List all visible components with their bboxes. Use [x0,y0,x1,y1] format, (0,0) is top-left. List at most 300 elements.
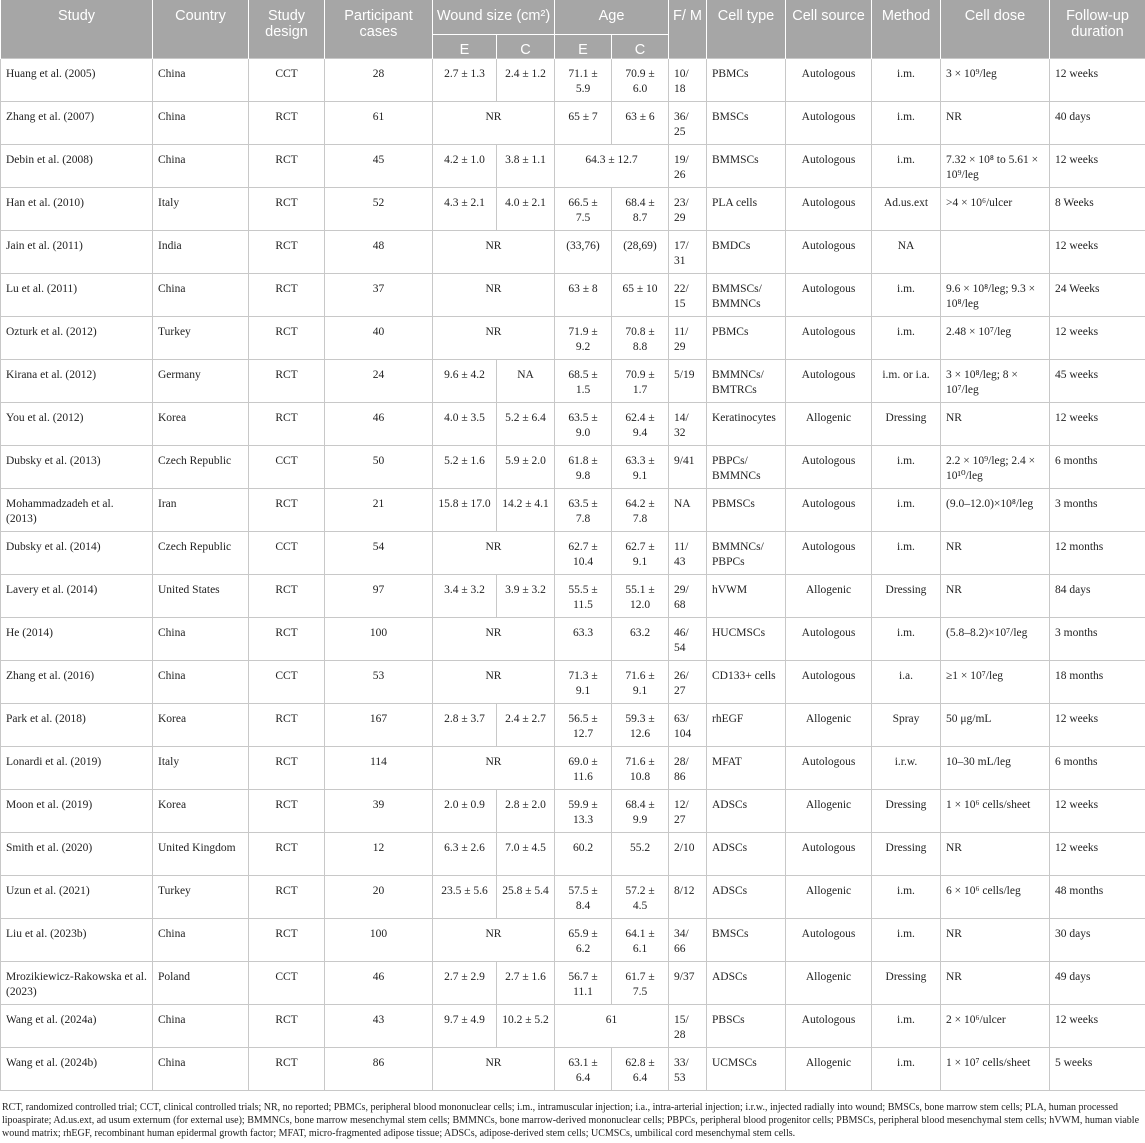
table-row [1,360,1145,403]
study-cell: Lonardi et al. (2019) [1,747,153,790]
cell-dose-cell: NR [941,919,1050,962]
country-cell: Italy [153,747,249,790]
header-country: Country [153,0,249,59]
wound-size-c-cell: 5.9 ± 2.0 [497,446,555,489]
method-cell: Dressing [872,403,941,446]
cases-cell: 28 [325,59,433,102]
age-c-cell: 63.2 [612,618,669,661]
table-row [1,145,1145,188]
fm-cell: 10/ 18 [669,59,707,102]
wound-size-c-cell: 5.2 ± 6.4 [497,403,555,446]
cell-source-cell: Autologous [786,618,872,661]
fm-cell: 11/ 43 [669,532,707,575]
cell-type-cell: PLA cells [707,188,786,231]
wound-size-e-cell: 6.3 ± 2.6 [433,833,497,876]
country-cell: China [153,919,249,962]
follow-up-cell: 5 weeks [1050,1048,1145,1091]
wound-size-cell: NR [433,231,555,274]
country-cell: Czech Republic [153,532,249,575]
study-cell: Smith et al. (2020) [1,833,153,876]
wound-size-cell: NR [433,661,555,704]
cell-type-cell: PBSCs [707,1005,786,1048]
study-cell: Kirana et al. (2012) [1,360,153,403]
method-cell: i.m. [872,532,941,575]
wound-size-e-cell: 15.8 ± 17.0 [433,489,497,532]
wound-size-e-cell: 4.3 ± 2.1 [433,188,497,231]
table-row [1,59,1145,102]
cell-source-cell: Autologous [786,489,872,532]
table-row [1,274,1145,317]
age-c-cell: 64.2 ± 7.8 [612,489,669,532]
age-c-cell: 64.1 ± 6.1 [612,919,669,962]
wound-size-e-cell: 2.0 ± 0.9 [433,790,497,833]
age-c-cell: (28,69) [612,231,669,274]
cell-source-cell: Autologous [786,833,872,876]
cases-cell: 43 [325,1005,433,1048]
age-e-cell: 63 ± 8 [555,274,612,317]
fm-cell: 9/37 [669,962,707,1005]
country-cell: Iran [153,489,249,532]
follow-up-cell: 8 Weeks [1050,188,1145,231]
age-e-cell: 65 ± 7 [555,102,612,145]
wound-size-c-cell: 3.9 ± 3.2 [497,575,555,618]
cell-source-cell: Allogenic [786,575,872,618]
country-cell: Korea [153,790,249,833]
age-e-cell: 63.5 ± 9.0 [555,403,612,446]
cases-cell: 50 [325,446,433,489]
age-c-cell: 70.9 ± 6.0 [612,59,669,102]
country-cell: United States [153,575,249,618]
cell-dose-cell: NR [941,962,1050,1005]
wound-size-c-cell: 2.8 ± 2.0 [497,790,555,833]
cell-dose-cell: (9.0–12.0)×10⁸/leg [941,489,1050,532]
header-study-design: Study design [249,0,325,59]
fm-cell: 29/ 68 [669,575,707,618]
method-cell: Ad.us.ext [872,188,941,231]
cell-source-cell: Autologous [786,59,872,102]
table-footnote: RCT, randomized controlled trial; CCT, clinical controlled trials; NR, no reported; PBMCs, peripheral blood mononuclear cells; i.m., intramuscular injection; i.a., intra-arterial injection; i.r.w., injected radially into wound; BMSCs, bone marrow stem cells; PLA, human processed lipoaspirate; Ad.us.ext, ad usum externum (for external use); BMMNCs, bone marrow mesenchymal stem cells; BMMNCs, bone marrow-derived mononuclear cells; PBPCs, peripheral blood progenitor cells; PBMSCs, peripheral blood mesenchymal stem cells; hVWM, human viable wound matrix; rhEGF, recombinant human epidermal growth factor; MFAT, micro-fragmented adipose tissue; ADSCs, adipose-derived stem cells; UCMSCs, umbilical cord mesenchymal stem cells. [2,1102,1140,1139]
age-e-cell: 68.5 ± 1.5 [555,360,612,403]
cell-dose-cell: (5.8–8.2)×10⁷/leg [941,618,1050,661]
follow-up-cell: 6 months [1050,747,1145,790]
fm-cell: 14/ 32 [669,403,707,446]
fm-cell: NA [669,489,707,532]
age-cell: 64.3 ± 12.7 [555,145,669,188]
follow-up-cell: 12 weeks [1050,833,1145,876]
country-cell: China [153,1048,249,1091]
header-age-e: E [555,35,612,59]
cell-source-cell: Allogenic [786,876,872,919]
cell-source-cell: Autologous [786,532,872,575]
country-cell: Poland [153,962,249,1005]
follow-up-cell: 48 months [1050,876,1145,919]
method-cell: Dressing [872,575,941,618]
age-c-cell: 62.7 ± 9.1 [612,532,669,575]
cases-cell: 39 [325,790,433,833]
cases-cell: 100 [325,919,433,962]
header-age-c: C [612,35,669,59]
study-cell: Dubsky et al. (2014) [1,532,153,575]
cell-dose-cell: 6 × 10⁶ cells/leg [941,876,1050,919]
table-row [1,102,1145,145]
cell-type-cell: BMSCs [707,919,786,962]
follow-up-cell: 3 months [1050,489,1145,532]
cell-source-cell: Allogenic [786,403,872,446]
cell-dose-cell: NR [941,575,1050,618]
follow-up-cell: 18 months [1050,661,1145,704]
follow-up-cell: 12 weeks [1050,145,1145,188]
cell-type-cell: PBMSCs [707,489,786,532]
cell-type-cell: BMMSCs [707,145,786,188]
header-cell-type: Cell type [707,0,786,59]
study-cell: Moon et al. (2019) [1,790,153,833]
table-row [1,618,1145,661]
age-e-cell: 63.3 [555,618,612,661]
cases-cell: 24 [325,360,433,403]
age-c-cell: 63 ± 6 [612,102,669,145]
study-cell: Park et al. (2018) [1,704,153,747]
design-cell: RCT [249,274,325,317]
age-e-cell: 60.2 [555,833,612,876]
age-c-cell: 68.4 ± 8.7 [612,188,669,231]
cell-type-cell: BMMSCs/ BMMNCs [707,274,786,317]
cell-type-cell: Keratinocytes [707,403,786,446]
wound-size-c-cell: 10.2 ± 5.2 [497,1005,555,1048]
wound-size-e-cell: 4.2 ± 1.0 [433,145,497,188]
wound-size-cell: NR [433,102,555,145]
cell-source-cell: Autologous [786,317,872,360]
wound-size-c-cell: 14.2 ± 4.1 [497,489,555,532]
follow-up-cell: 45 weeks [1050,360,1145,403]
follow-up-cell: 12 weeks [1050,59,1145,102]
cases-cell: 86 [325,1048,433,1091]
study-cell: Han et al. (2010) [1,188,153,231]
wound-size-e-cell: 9.6 ± 4.2 [433,360,497,403]
study-cell: Uzun et al. (2021) [1,876,153,919]
wound-size-cell: NR [433,618,555,661]
method-cell: i.m. [872,274,941,317]
table-header [1,0,1145,59]
cell-type-cell: BMDCs [707,231,786,274]
age-c-cell: 62.8 ± 6.4 [612,1048,669,1091]
cell-type-cell: BMMNCs/ BMTRCs [707,360,786,403]
header-participant-cases: Participant cases [325,0,433,59]
fm-cell: 17/ 31 [669,231,707,274]
wound-size-cell: NR [433,919,555,962]
design-cell: RCT [249,1005,325,1048]
method-cell: i.m. [872,876,941,919]
cell-dose-cell: 50 μg/mL [941,704,1050,747]
fm-cell: 12/ 27 [669,790,707,833]
wound-size-c-cell: 2.4 ± 1.2 [497,59,555,102]
method-cell: i.m. or i.a. [872,360,941,403]
design-cell: RCT [249,575,325,618]
wound-size-e-cell: 5.2 ± 1.6 [433,446,497,489]
table-row [1,317,1145,360]
table-body [1,59,1145,1091]
study-cell: Wang et al. (2024a) [1,1005,153,1048]
age-e-cell: 57.5 ± 8.4 [555,876,612,919]
cell-source-cell: Autologous [786,661,872,704]
method-cell: i.m. [872,919,941,962]
design-cell: RCT [249,704,325,747]
age-e-cell: 63.5 ± 7.8 [555,489,612,532]
wound-size-e-cell: 23.5 ± 5.6 [433,876,497,919]
wound-size-e-cell: 2.7 ± 2.9 [433,962,497,1005]
cell-type-cell: UCMSCs [707,1048,786,1091]
age-e-cell: 71.3 ± 9.1 [555,661,612,704]
wound-size-cell: NR [433,1048,555,1091]
cell-dose-cell: NR [941,102,1050,145]
table-row [1,446,1145,489]
country-cell: China [153,661,249,704]
study-cell: Ozturk et al. (2012) [1,317,153,360]
wound-size-c-cell: 4.0 ± 2.1 [497,188,555,231]
age-c-cell: 71.6 ± 9.1 [612,661,669,704]
country-cell: Korea [153,403,249,446]
cell-dose-cell: 9.6 × 10⁸/leg; 9.3 × 10⁸/leg [941,274,1050,317]
table-row [1,575,1145,618]
study-cell: Wang et al. (2024b) [1,1048,153,1091]
age-e-cell: 63.1 ± 6.4 [555,1048,612,1091]
cell-source-cell: Autologous [786,747,872,790]
method-cell: i.m. [872,618,941,661]
method-cell: i.m. [872,489,941,532]
design-cell: RCT [249,145,325,188]
cell-source-cell: Allogenic [786,1048,872,1091]
fm-cell: 2/10 [669,833,707,876]
country-cell: Turkey [153,317,249,360]
method-cell: i.r.w. [872,747,941,790]
fm-cell: 34/ 66 [669,919,707,962]
cases-cell: 61 [325,102,433,145]
wound-size-c-cell: 2.7 ± 1.6 [497,962,555,1005]
table-row [1,1048,1145,1091]
study-cell: Debin et al. (2008) [1,145,153,188]
follow-up-cell: 12 weeks [1050,704,1145,747]
cell-type-cell: ADSCs [707,962,786,1005]
table-row [1,704,1145,747]
age-e-cell: 59.9 ± 13.3 [555,790,612,833]
age-c-cell: 55.1 ± 12.0 [612,575,669,618]
cases-cell: 46 [325,403,433,446]
design-cell: RCT [249,360,325,403]
cell-type-cell: ADSCs [707,876,786,919]
age-e-cell: 71.9 ± 9.2 [555,317,612,360]
cell-dose-cell: 1 × 10⁷ cells/sheet [941,1048,1050,1091]
wound-size-e-cell: 9.7 ± 4.9 [433,1005,497,1048]
follow-up-cell: 6 months [1050,446,1145,489]
study-cell: He (2014) [1,618,153,661]
cases-cell: 37 [325,274,433,317]
wound-size-e-cell: 2.8 ± 3.7 [433,704,497,747]
header-follow-up: Follow-up duration [1050,0,1145,59]
follow-up-cell: 12 weeks [1050,790,1145,833]
cases-cell: 21 [325,489,433,532]
cases-cell: 46 [325,962,433,1005]
design-cell: CCT [249,446,325,489]
cell-source-cell: Allogenic [786,704,872,747]
age-c-cell: 71.6 ± 10.8 [612,747,669,790]
method-cell: i.m. [872,102,941,145]
cases-cell: 12 [325,833,433,876]
design-cell: RCT [249,1048,325,1091]
method-cell: i.m. [872,1048,941,1091]
table-row [1,1005,1145,1048]
fm-cell: 8/12 [669,876,707,919]
design-cell: CCT [249,962,325,1005]
cell-source-cell: Autologous [786,919,872,962]
design-cell: RCT [249,747,325,790]
table-row [1,747,1145,790]
cell-type-cell: hVWM [707,575,786,618]
follow-up-cell: 24 Weeks [1050,274,1145,317]
cell-source-cell: Autologous [786,446,872,489]
design-cell: RCT [249,790,325,833]
fm-cell: 11/ 29 [669,317,707,360]
table-row [1,188,1145,231]
cases-cell: 53 [325,661,433,704]
follow-up-cell: 30 days [1050,919,1145,962]
age-e-cell: 65.9 ± 6.2 [555,919,612,962]
wound-size-cell: NR [433,274,555,317]
cell-dose-cell: 7.32 × 10⁸ to 5.61 × 10⁹/leg [941,145,1050,188]
age-c-cell: 63.3 ± 9.1 [612,446,669,489]
cell-type-cell: rhEGF [707,704,786,747]
study-cell: Lu et al. (2011) [1,274,153,317]
fm-cell: 26/ 27 [669,661,707,704]
table-row [1,962,1145,1005]
fm-cell: 22/ 15 [669,274,707,317]
cell-source-cell: Autologous [786,102,872,145]
method-cell: Dressing [872,790,941,833]
method-cell: NA [872,231,941,274]
cell-dose-cell: NR [941,403,1050,446]
method-cell: Spray [872,704,941,747]
cases-cell: 114 [325,747,433,790]
country-cell: China [153,102,249,145]
wound-size-cell: NR [433,747,555,790]
follow-up-cell: 12 weeks [1050,317,1145,360]
follow-up-cell: 84 days [1050,575,1145,618]
country-cell: China [153,145,249,188]
age-e-cell: 61.8 ± 9.8 [555,446,612,489]
cell-dose-cell: 3 × 10⁸/leg; 8 × 10⁷/leg [941,360,1050,403]
table-row [1,231,1145,274]
study-cell: Jain et al. (2011) [1,231,153,274]
wound-size-c-cell: 2.4 ± 2.7 [497,704,555,747]
header-wound-e: E [433,35,497,59]
age-c-cell: 65 ± 10 [612,274,669,317]
design-cell: RCT [249,231,325,274]
cell-source-cell: Autologous [786,360,872,403]
age-c-cell: 61.7 ± 7.5 [612,962,669,1005]
design-cell: RCT [249,317,325,360]
country-cell: United Kingdom [153,833,249,876]
header-study: Study [1,0,153,59]
country-cell: Czech Republic [153,446,249,489]
method-cell: Dressing [872,833,941,876]
design-cell: CCT [249,532,325,575]
method-cell: i.m. [872,59,941,102]
study-cell: Dubsky et al. (2013) [1,446,153,489]
wound-size-c-cell: NA [497,360,555,403]
table-row [1,876,1145,919]
design-cell: RCT [249,618,325,661]
age-e-cell: (33,76) [555,231,612,274]
method-cell: i.m. [872,1005,941,1048]
design-cell: RCT [249,876,325,919]
cell-dose-cell: NR [941,833,1050,876]
age-c-cell: 70.9 ± 1.7 [612,360,669,403]
age-e-cell: 62.7 ± 10.4 [555,532,612,575]
wound-size-c-cell: 7.0 ± 4.5 [497,833,555,876]
method-cell: i.a. [872,661,941,704]
cell-source-cell: Autologous [786,274,872,317]
cell-type-cell: PBMCs [707,317,786,360]
cell-dose-cell: 1 × 10⁶ cells/sheet [941,790,1050,833]
age-c-cell: 57.2 ± 4.5 [612,876,669,919]
wound-size-c-cell: 3.8 ± 1.1 [497,145,555,188]
design-cell: RCT [249,188,325,231]
wound-size-e-cell: 4.0 ± 3.5 [433,403,497,446]
fm-cell: 33/ 53 [669,1048,707,1091]
design-cell: RCT [249,489,325,532]
cell-dose-cell: ≥1 × 10⁷/leg [941,661,1050,704]
cell-dose-cell: 10–30 mL/leg [941,747,1050,790]
method-cell: i.m. [872,145,941,188]
cell-type-cell: BMSCs [707,102,786,145]
age-e-cell: 66.5 ± 7.5 [555,188,612,231]
age-cell: 61 [555,1005,669,1048]
cell-type-cell: PBMCs [707,59,786,102]
age-c-cell: 70.8 ± 8.8 [612,317,669,360]
study-cell: Lavery et al. (2014) [1,575,153,618]
follow-up-cell: 49 days [1050,962,1145,1005]
table-row [1,532,1145,575]
header-cell-dose: Cell dose [941,0,1050,59]
age-c-cell: 68.4 ± 9.9 [612,790,669,833]
study-cell: Zhang et al. (2016) [1,661,153,704]
cell-dose-cell: 2.48 × 10⁷/leg [941,317,1050,360]
table-row [1,833,1145,876]
cell-source-cell: Autologous [786,188,872,231]
cases-cell: 48 [325,231,433,274]
study-cell: Zhang et al. (2007) [1,102,153,145]
design-cell: RCT [249,919,325,962]
cell-source-cell: Autologous [786,231,872,274]
cell-source-cell: Allogenic [786,790,872,833]
fm-cell: 46/ 54 [669,618,707,661]
method-cell: i.m. [872,446,941,489]
follow-up-cell: 12 weeks [1050,231,1145,274]
study-cell: Mrozikiewicz-Rakowska et al. (2023) [1,962,153,1005]
follow-up-cell: 12 months [1050,532,1145,575]
fm-cell: 19/ 26 [669,145,707,188]
cell-source-cell: Allogenic [786,962,872,1005]
age-c-cell: 59.3 ± 12.6 [612,704,669,747]
study-cell: Mohammadzadeh et al. (2013) [1,489,153,532]
cases-cell: 20 [325,876,433,919]
follow-up-cell: 12 weeks [1050,1005,1145,1048]
wound-size-cell: NR [433,532,555,575]
design-cell: RCT [249,833,325,876]
cell-type-cell: PBPCs/ BMMNCs [707,446,786,489]
design-cell: RCT [249,102,325,145]
age-e-cell: 69.0 ± 11.6 [555,747,612,790]
header-age: Age [555,0,669,35]
cell-dose-cell: NR [941,532,1050,575]
